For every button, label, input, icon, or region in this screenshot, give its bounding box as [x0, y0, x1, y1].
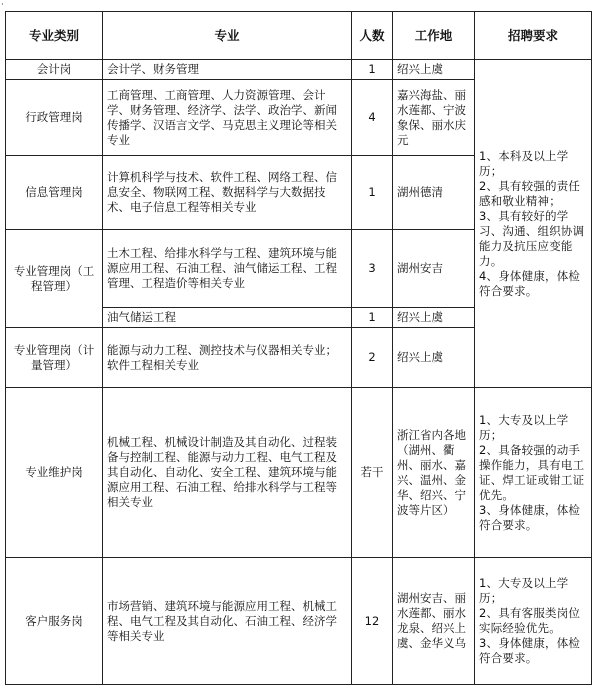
- header-row: [6, 12, 592, 60]
- location-cell: 绍兴上虞: [393, 328, 475, 388]
- category-cell: 会计岗: [6, 60, 103, 80]
- requirements-text: 1、本科及以上学历； 2、具有较强的责任感和敬业精神； 3、具有较好的学习、沟通、组织协调能力及抗压应变能力。 4、身体健康，体检符合要求。: [479, 148, 585, 298]
- count-cell: 4: [352, 80, 393, 156]
- requirements-text: 1、大专及以上学历； 2、具有客服类岗位实际经验优先。 3、身体健康，体检符合要求。: [479, 576, 581, 665]
- major-cell: 市场营销、建筑环境与能源应用工程、机械工程、电气工程及其自动化、石油工程、经济学等相关专业: [103, 558, 352, 685]
- location-cell: 嘉兴海盐、丽水莲都、宁波象保、丽水庆元: [393, 80, 475, 156]
- count-cell: 1: [352, 60, 393, 80]
- category-cell: 客户服务岗: [6, 558, 103, 685]
- shared-requirements-cell: [475, 60, 592, 388]
- header-major: 专业: [103, 12, 352, 60]
- count-cell: 1: [352, 156, 393, 230]
- major-cell: 能源与动力工程、测控技术与仪器相关专业；软件工程相关专业: [103, 328, 352, 388]
- category-cell: 专业管理岗（工程管理）: [6, 230, 103, 328]
- major-cell: 会计学、财务管理: [103, 60, 352, 80]
- table-row: [6, 558, 592, 685]
- category-cell: 行政管理岗: [6, 80, 103, 156]
- category-cell: 信息管理岗: [6, 156, 103, 230]
- count-cell: 3: [352, 230, 393, 308]
- count-cell: 2: [352, 328, 393, 388]
- count-cell: 12: [352, 558, 393, 685]
- requirements-text: 1、大专及以上学历； 2、具备较强的动手操作能力，具有电工证、焊工证或钳工证优先。 3、身体健康，体检符合要求。: [479, 412, 585, 532]
- count-cell: 1: [352, 308, 393, 328]
- header-location: 工作地: [393, 12, 475, 60]
- header-requirements: 招聘要求: [475, 12, 592, 60]
- requirements-cell: [475, 558, 592, 685]
- major-cell: 工商管理、工商管理、人力资源管理、会计学、财务管理、经济学、法学、政治学、新闻传播学、汉语言文学、马克思主义理论等相关专业: [103, 80, 352, 156]
- table-row: [6, 60, 592, 80]
- location-cell: 绍兴上虞: [393, 60, 475, 80]
- header-category: 专业类别: [6, 12, 103, 60]
- corner-mark: ·: [1, 0, 4, 10]
- count-cell: 若干: [352, 388, 393, 558]
- major-cell: 计算机科学与技术、软件工程、网络工程、信息安全、物联网工程、数据科学与大数据技术、电子信息工程等相关专业: [103, 156, 352, 230]
- major-cell: 土木工程、给排水科学与工程、建筑环境与能源应用工程、石油工程、油气储运工程、工程管理、工程造价等相关专业: [103, 230, 352, 308]
- category-cell: 专业维护岗: [6, 388, 103, 558]
- location-cell: 绍兴上虞: [393, 308, 475, 328]
- location-cell: 湖州安吉、丽水莲都、丽水龙泉、绍兴上虞、金华义乌: [393, 558, 475, 685]
- category-cell: 专业管理岗（计量管理）: [6, 328, 103, 388]
- major-cell: 油气储运工程: [103, 308, 352, 328]
- table-row: [6, 388, 592, 558]
- location-cell: 湖州安吉: [393, 230, 475, 308]
- header-count: 人数: [352, 12, 393, 60]
- requirements-cell: [475, 388, 592, 558]
- recruitment-table: [5, 11, 592, 685]
- location-cell: 浙江省内各地（湖州、衢州、丽水、嘉兴、温州、金华、绍兴、宁波等片区）: [393, 388, 475, 558]
- location-cell: 湖州德清: [393, 156, 475, 230]
- major-cell: 机械工程、机械设计制造及其自动化、过程装备与控制工程、能源与动力工程、电气工程及其自动化、自动化、安全工程、建筑环境与能源应用工程、石油工程、给排水科学与工程等相关专业: [103, 388, 352, 558]
